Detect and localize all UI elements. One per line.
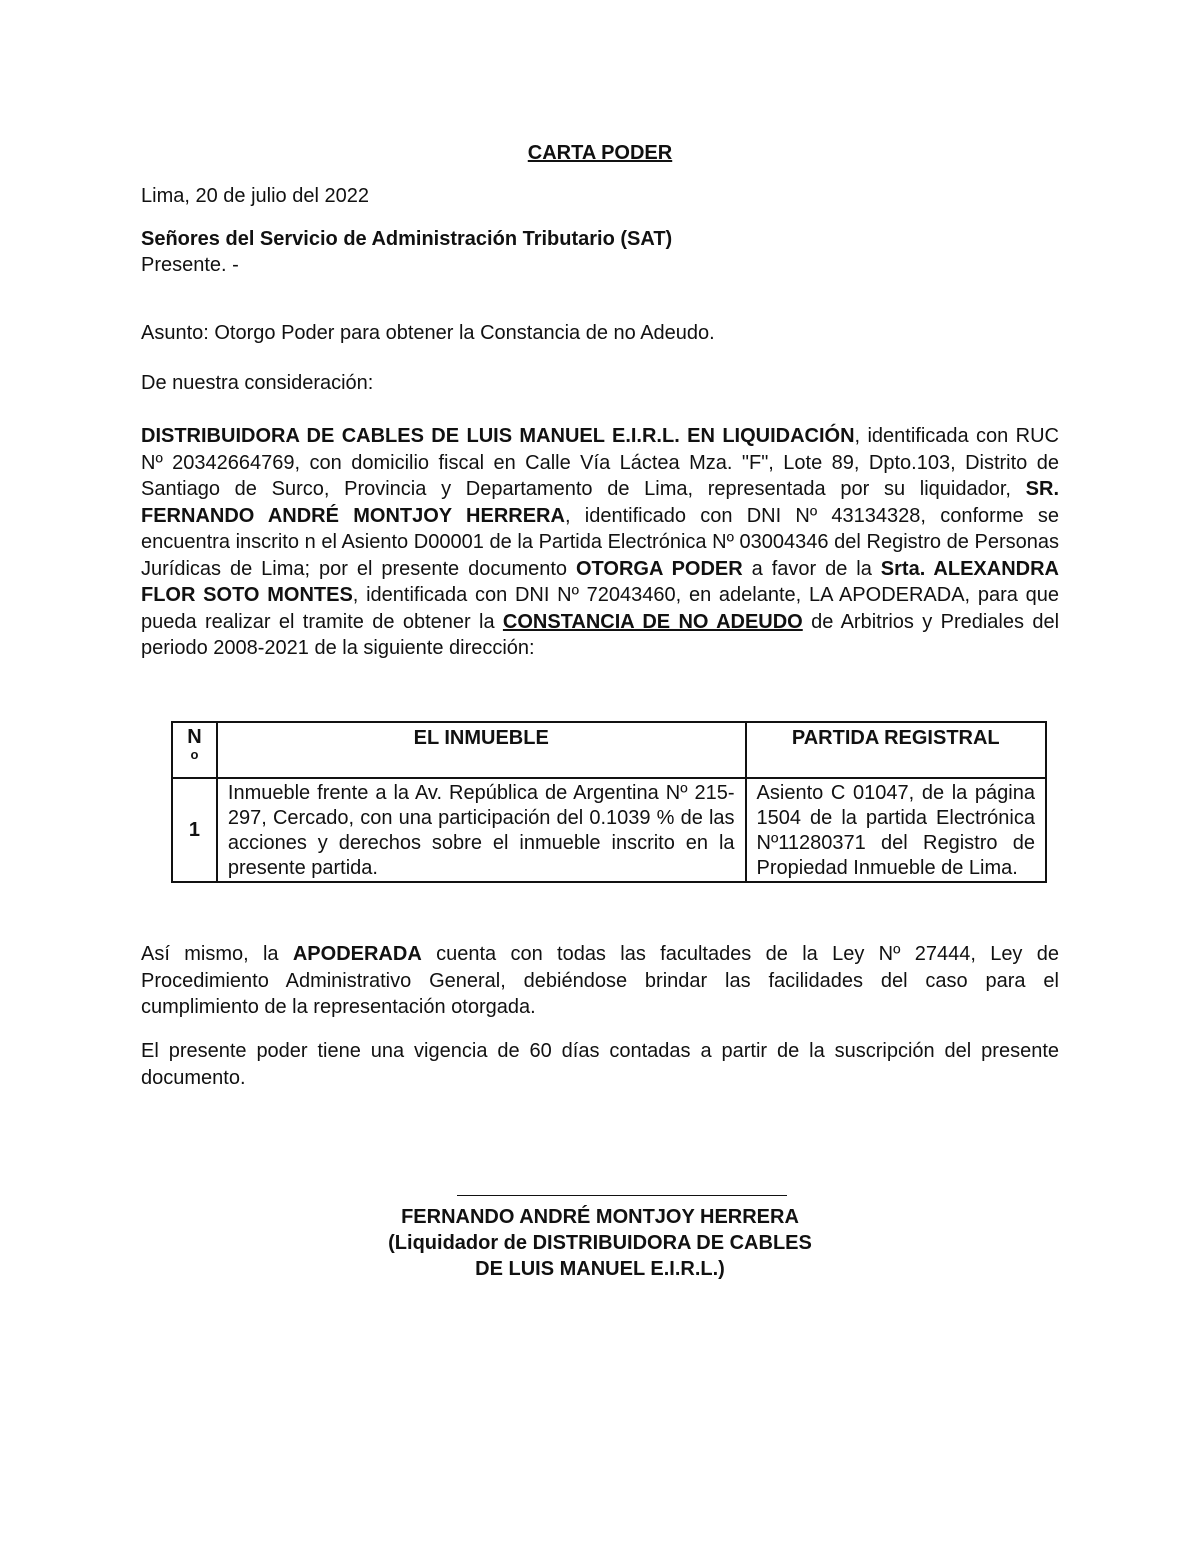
third-paragraph: El presente poder tiene una vigencia de 60 días contadas a partir de la suscripción del presente documento. [141, 1040, 1059, 1089]
second-paragraph [141, 941, 1059, 1021]
body-text-1: , identificada con RUC Nº 20342664769, con domicilio fiscal en Calle Vía Láctea Mza. "F", Lote 89, Dpto.103, Distrito de Santiago de Surco, Provincia y Departamento de Lima, representada por su liquidador, [141, 425, 1059, 500]
date-line: Lima, 20 de julio del 2022 [141, 185, 369, 207]
header-inmueble: EL INMUEBLE [217, 722, 746, 778]
company-name: DISTRIBUIDORA DE CABLES DE LUIS MANUEL E.I.R.L. EN LIQUIDACIÓN [141, 425, 855, 447]
document-title: CARTA PODER [527, 142, 673, 164]
constancia-text: CONSTANCIA DE NO ADEUDO [502, 610, 803, 633]
header-n-main: N [187, 726, 202, 748]
header-number [172, 722, 217, 778]
signatory-name: FERNANDO ANDRÉ MONTJOY HERRERA [401, 1206, 799, 1228]
greeting-line: De nuestra consideración: [141, 372, 374, 394]
body-text-4: , identificada con DNI Nº 72043460, en adelante, LA APODERADA, para que pueda realizar el tramite de obtener la [141, 584, 1059, 633]
signatory-role-line-2: DE LUIS MANUEL E.I.R.L.) [475, 1258, 725, 1280]
body-text-3: a favor de la [742, 557, 881, 580]
otorga-poder: OTORGA PODER [575, 557, 743, 580]
recipient-line: Señores del Servicio de Administración Tributario (SAT) [141, 228, 673, 250]
presente-line: Presente. - [141, 254, 239, 276]
row-partida: Asiento C 01047, de la página 1504 de la partida Electrónica Nº11280371 del Registro de Propiedad Inmueble de Lima. [746, 778, 1046, 882]
subject-line: Asunto: Otorgo Poder para obtener la Constancia de no Adeudo. [141, 322, 715, 344]
header-partida: PARTIDA REGISTRAL [746, 722, 1046, 778]
row-inmueble: Inmueble frente a la Av. República de Argentina Nº 215-297, Cercado, con una participación del 0.1039 % de las acciones y derechos sobre el inmueble inscrito en la presente partida. [217, 778, 746, 882]
para2-text-2: cuenta con todas las facultades de la Ley Nº 27444, Ley de Procedimiento Administrativo General, debiéndose brindar las facilidades del caso para el cumplimiento de la representación otorgada. [141, 943, 1059, 1018]
body-text-5: de Arbitrios y Prediales del periodo 2008-2021 de la siguiente dirección: [141, 610, 1060, 659]
header-n-sup: o [190, 747, 199, 762]
apoderada-text: APODERADA [292, 943, 422, 965]
body-text-2: , identificado con DNI Nº 43134328, conforme se encuentra inscrito n el Asiento D00001 de la Partida Electrónica Nº 03004346 del Registro de Personas Jurídicas de Lima; por el presente documento [141, 504, 1059, 580]
property-table [171, 721, 1047, 883]
liquidator-name: SR. FERNANDO ANDRÉ MONTJOY HERRERA [141, 478, 1059, 527]
main-paragraph [141, 423, 1059, 662]
signature-line [457, 1195, 787, 1196]
table-row [172, 778, 1046, 882]
para2-text-1: Así mismo, la [141, 943, 293, 965]
attorney-name: Srta. ALEXANDRA FLOR SOTO MONTES [141, 557, 1059, 606]
table-header-row [172, 722, 1046, 778]
signatory-role-line-1: (Liquidador de DISTRIBUIDORA DE CABLES [388, 1232, 812, 1254]
row-number: 1 [172, 778, 217, 882]
